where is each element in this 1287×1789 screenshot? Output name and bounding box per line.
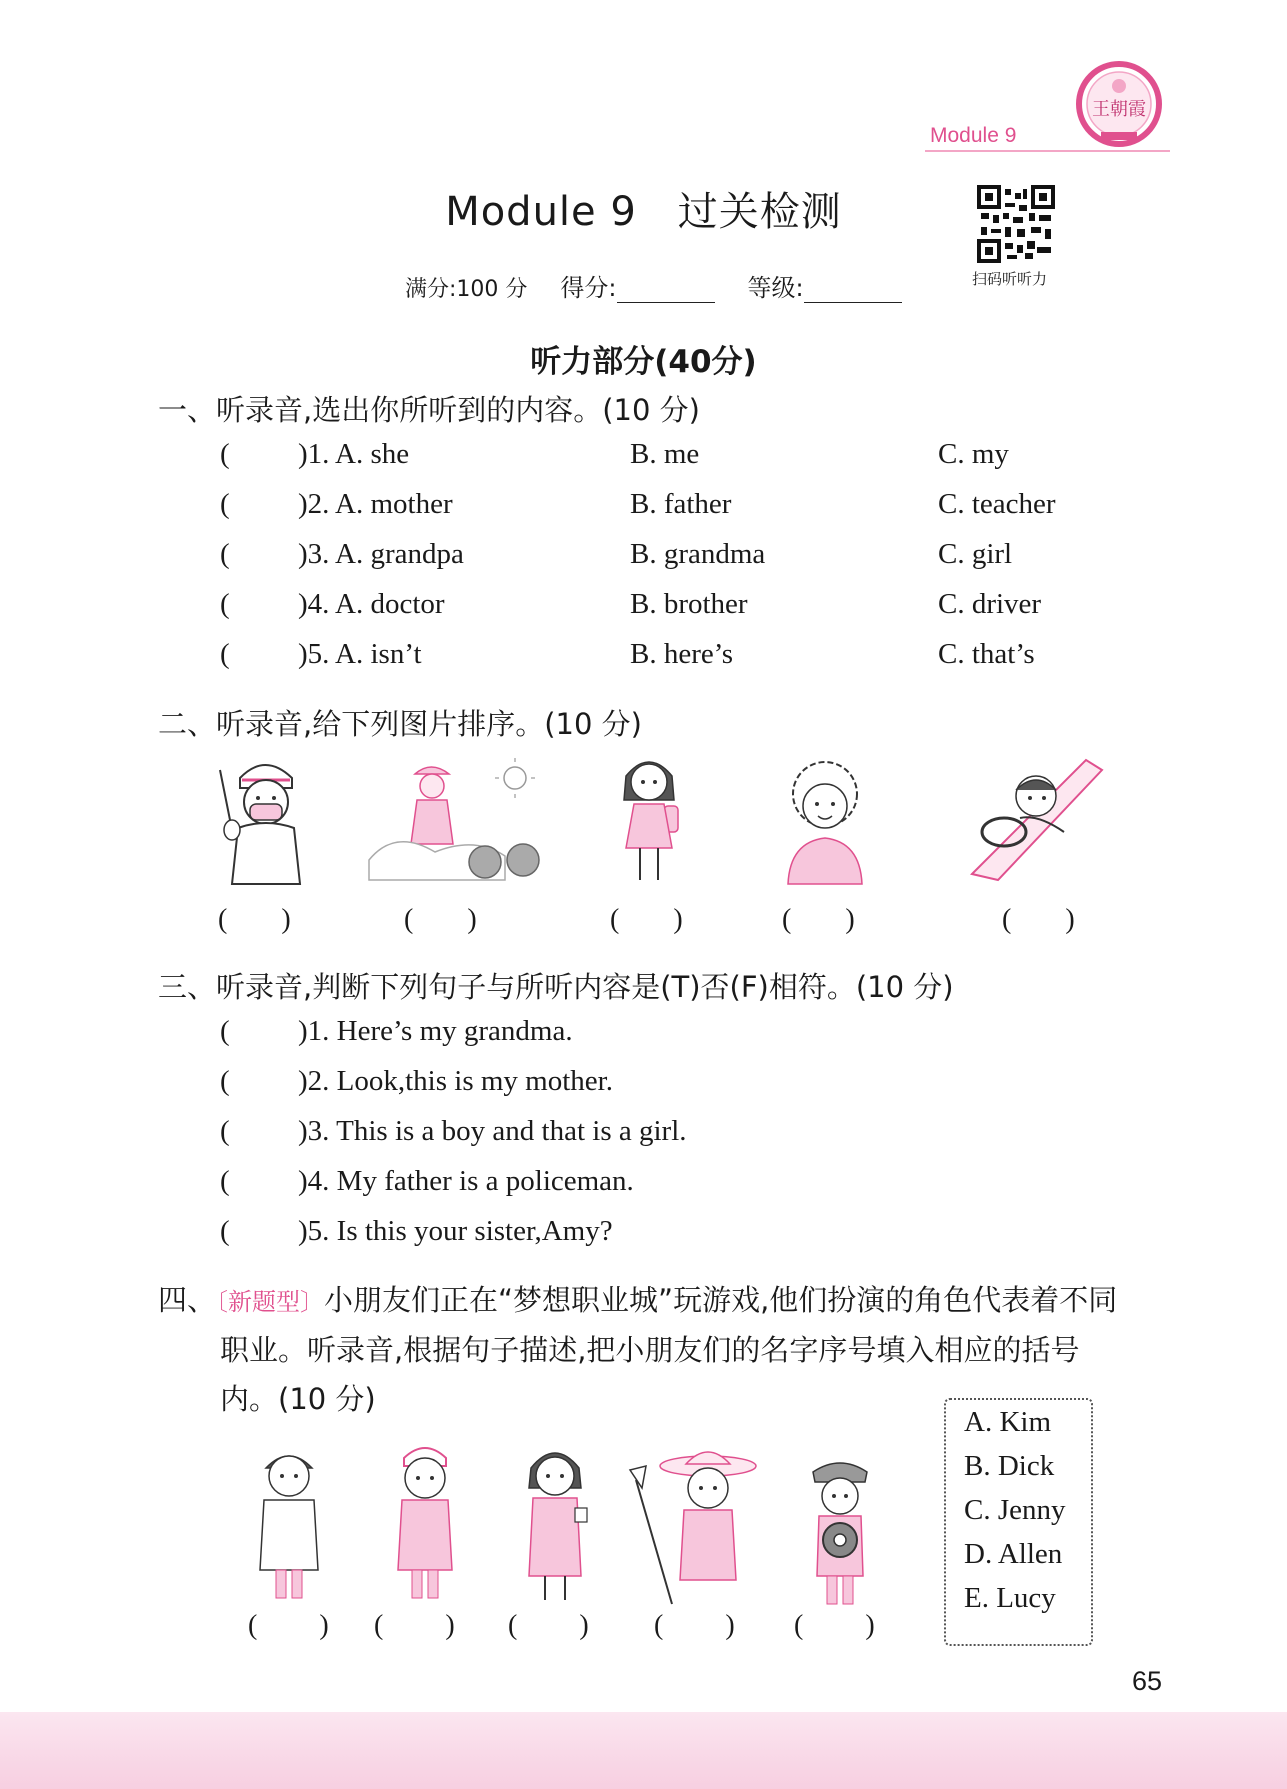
grandma-illustration-icon <box>780 756 870 886</box>
part3-item-1 <box>220 1015 573 1048</box>
score-blank[interactable] <box>617 276 715 303</box>
paren-open[interactable]: ( <box>220 1065 230 1097</box>
part1-item-1 <box>220 438 1009 471</box>
paren-open[interactable]: ( <box>220 638 230 670</box>
part2-answer-5[interactable]: ( ) <box>1002 904 1075 935</box>
figure-farmer <box>628 1440 763 1615</box>
qr-caption: 扫码听听力 <box>972 270 1048 288</box>
page-title: Module 9 过关检测 <box>445 189 842 235</box>
part4-answer-1[interactable]: ( ) <box>248 1610 329 1641</box>
part1-heading: 一、听录音,选出你所听到的内容。(10 分) <box>158 393 700 427</box>
figure-nurse <box>388 1434 463 1609</box>
girl-illustration-icon <box>612 748 687 888</box>
item-option-b: B. father <box>630 488 732 520</box>
part4-answer-2[interactable]: ( ) <box>374 1610 455 1641</box>
part1-item-4 <box>220 588 1042 621</box>
part4-line1: 小朋友们正在“梦想职业城”玩游戏,他们扮演的角色代表着不同 <box>324 1283 1118 1317</box>
item-option-a: )1. A. she <box>298 438 410 470</box>
part2-heading: 二、听录音,给下列图片排序。(10 分) <box>158 707 642 741</box>
item-option-a: )2. A. mother <box>298 488 453 520</box>
statement-text: )1. Here’s my grandma. <box>298 1015 573 1047</box>
part4-line2: 职业。听录音,根据句子描述,把小朋友们的名字序号填入相应的括号 <box>220 1333 1080 1367</box>
part1-item-5 <box>220 638 1035 671</box>
driver-figure-icon <box>805 1452 875 1610</box>
score-line <box>405 268 902 303</box>
part2-answer-3[interactable]: ( ) <box>610 904 683 935</box>
full-score-label: 满分:100 分 <box>405 277 528 302</box>
part1-item-2 <box>220 488 1056 521</box>
name-option: E. Lucy <box>964 1582 1056 1614</box>
part2-answer-4[interactable]: ( ) <box>782 904 855 935</box>
doctor-illustration-icon <box>252 1440 327 1605</box>
grandpa-farmer-illustration-icon <box>365 752 550 882</box>
name-option: B. Dick <box>964 1450 1055 1482</box>
nurse-figure-icon <box>388 1434 463 1604</box>
item-option-a: )3. A. grandpa <box>298 538 464 570</box>
paren-open[interactable]: ( <box>220 1215 230 1247</box>
item-option-c: C. girl <box>938 538 1013 570</box>
part4-prefix: 四、 <box>158 1283 217 1317</box>
item-option-a: )4. A. doctor <box>298 588 445 620</box>
brand-badge-icon <box>1075 60 1163 148</box>
paren-open[interactable]: ( <box>220 1015 230 1047</box>
item-option-c: C. teacher <box>938 488 1056 520</box>
item-option-b: B. grandma <box>630 538 766 570</box>
paren-open[interactable]: ( <box>220 438 230 470</box>
grade-label: 等级: <box>747 274 804 302</box>
names-box <box>944 1398 1093 1646</box>
picture-nurse <box>210 750 320 890</box>
statement-text: )5. Is this your sister,Amy? <box>298 1215 613 1247</box>
figure-waitress <box>515 1438 595 1611</box>
page-number: 65 <box>1132 1666 1163 1696</box>
grade-blank[interactable] <box>804 276 902 303</box>
part3-item-4 <box>220 1165 634 1198</box>
name-option: C. Jenny <box>964 1494 1066 1526</box>
name-option: D. Allen <box>964 1538 1063 1570</box>
statement-text: )4. My father is a policeman. <box>298 1165 634 1197</box>
item-option-c: C. my <box>938 438 1009 470</box>
part4-answer-4[interactable]: ( ) <box>654 1610 735 1641</box>
part1-item-3 <box>220 538 1013 571</box>
section-title: 听力部分(40分) <box>530 344 757 380</box>
farmer-illustration-icon <box>628 1440 763 1610</box>
item-option-b: B. brother <box>630 588 748 620</box>
part2-answer-1[interactable]: ( ) <box>218 904 291 935</box>
part4-answer-3[interactable]: ( ) <box>508 1610 589 1641</box>
qr-code[interactable] <box>977 185 1055 263</box>
qr-code-icon <box>977 185 1055 263</box>
part2-answer-2[interactable]: ( ) <box>404 904 477 935</box>
part4-line3: 内。(10 分) <box>220 1382 376 1416</box>
paren-open[interactable]: ( <box>220 538 230 570</box>
footer-band <box>0 1712 1287 1789</box>
picture-driver <box>968 756 1108 886</box>
module-tag: Module 9 <box>930 124 1017 147</box>
paren-open[interactable]: ( <box>220 588 230 620</box>
brand-badge <box>1075 60 1163 148</box>
part3-item-2 <box>220 1065 613 1098</box>
picture-girl-with-backpack <box>612 748 687 893</box>
header-rule <box>925 150 1170 152</box>
figure-driver <box>805 1452 875 1615</box>
item-option-c: C. that’s <box>938 638 1035 670</box>
picture-grandma <box>780 756 870 891</box>
part3-item-3 <box>220 1115 687 1148</box>
paren-open[interactable]: ( <box>220 488 230 520</box>
figure-doctor <box>252 1440 327 1610</box>
picture-grandpa-farmer <box>365 752 550 887</box>
part4-heading <box>158 1278 1117 1319</box>
part4-answer-5[interactable]: ( ) <box>794 1610 875 1641</box>
statement-text: )2. Look,this is my mother. <box>298 1065 613 1097</box>
new-type-tag: 〔新题型〕 <box>216 1288 325 1316</box>
item-option-b: B. here’s <box>630 638 734 670</box>
item-option-b: B. me <box>630 438 700 470</box>
waitress-illustration-icon <box>515 1438 595 1606</box>
svg-text:王朝霞: 王朝霞 <box>1092 99 1146 120</box>
score-label: 得分: <box>560 274 617 302</box>
paren-open[interactable]: ( <box>220 1115 230 1147</box>
paren-open[interactable]: ( <box>220 1165 230 1197</box>
driver-illustration-icon <box>968 756 1108 881</box>
nurse-illustration-icon <box>210 750 320 885</box>
item-option-a: )5. A. isn’t <box>298 638 422 670</box>
statement-text: )3. This is a boy and that is a girl. <box>298 1115 687 1147</box>
item-option-c: C. driver <box>938 588 1042 620</box>
part3-heading: 三、听录音,判断下列句子与所听内容是(T)否(F)相符。(10 分) <box>158 970 954 1004</box>
name-option: A. Kim <box>964 1406 1051 1438</box>
part3-item-5 <box>220 1215 613 1248</box>
